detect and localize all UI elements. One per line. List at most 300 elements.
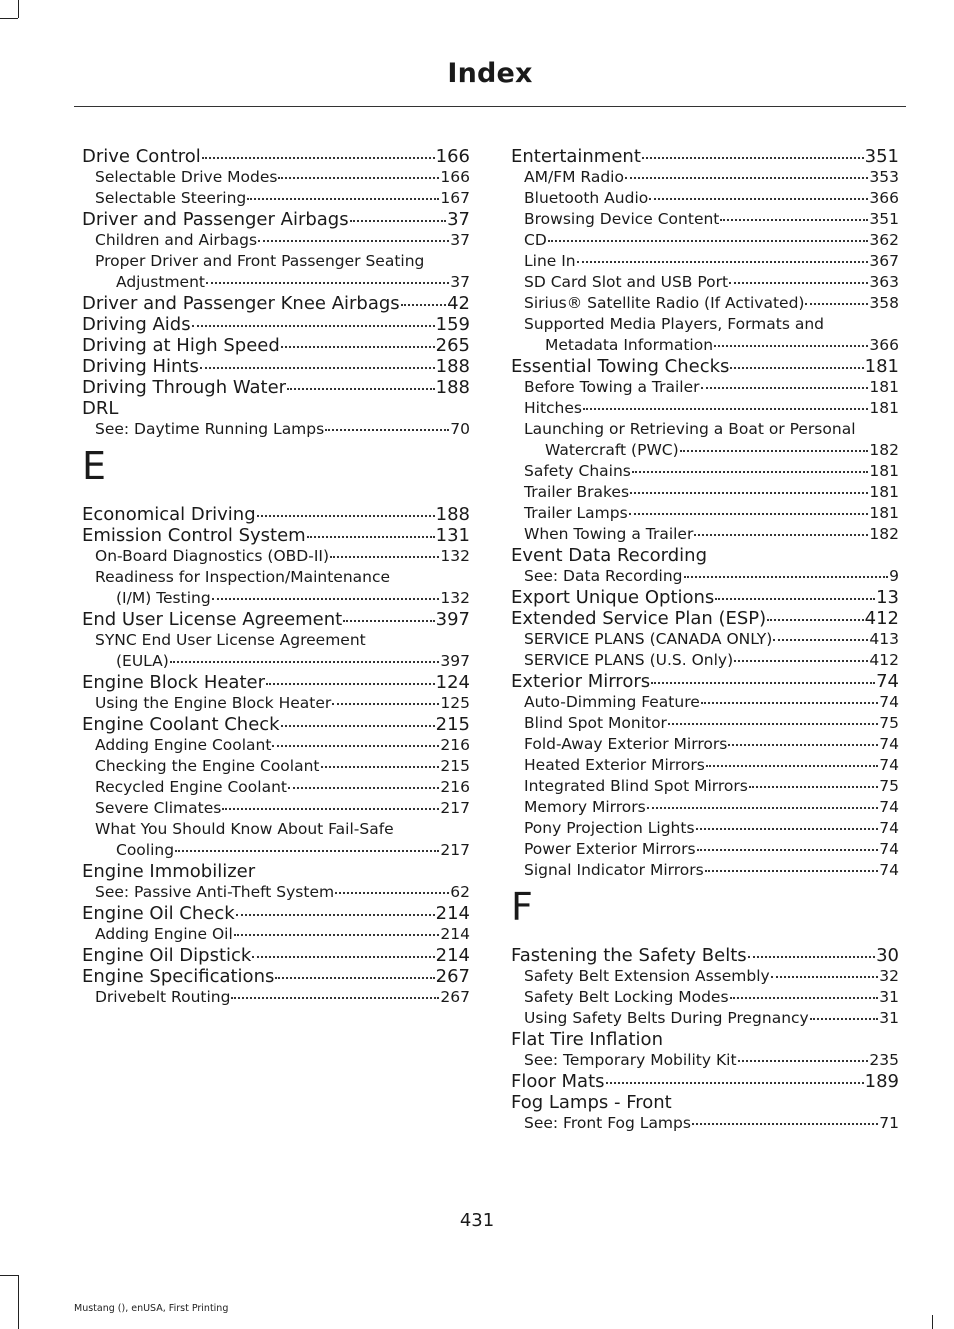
index-subheading: Supported Media Players, Formats and (524, 315, 825, 333)
entry-page-number: 353 (869, 168, 899, 186)
entry-label: Driver and Passenger Knee Airbags (82, 293, 400, 314)
entry-page-number: 367 (869, 252, 899, 270)
entry-page-number: 267 (435, 966, 470, 987)
index-subentry[interactable] (511, 293, 899, 314)
entry-label: Driving Through Water (82, 377, 287, 398)
dot-leader (728, 744, 878, 746)
index-subentry[interactable] (82, 882, 470, 903)
entry-page-number: 181 (869, 504, 899, 522)
index-subentry[interactable] (511, 167, 899, 188)
index-subentry[interactable] (82, 419, 470, 440)
entry-page-number: 412 (869, 651, 899, 669)
dot-leader (281, 346, 435, 348)
index-subentry[interactable] (82, 693, 470, 714)
page-title: Index (447, 58, 533, 89)
entry-page-number: 358 (869, 294, 899, 312)
index-subentry[interactable] (82, 798, 470, 819)
entry-label: Memory Mirrors (524, 798, 646, 816)
entry-label: Heated Exterior Mirrors (524, 756, 705, 774)
index-subentry[interactable] (511, 966, 899, 987)
entry-page-number: 366 (869, 189, 899, 207)
dot-leader (680, 450, 869, 452)
dot-leader (715, 598, 875, 600)
entry-page-number: 32 (879, 967, 899, 985)
entry-label: Watercraft (PWC) (545, 441, 679, 459)
entry-page-number: 397 (440, 652, 470, 670)
index-subentry[interactable] (511, 755, 899, 776)
dot-leader (278, 177, 439, 179)
index-entry[interactable] (82, 209, 470, 230)
index-subentry[interactable] (511, 1008, 899, 1029)
dot-leader (332, 703, 439, 705)
dot-leader (200, 367, 435, 369)
entry-page-number: 9 (889, 567, 899, 585)
index-subheading: What You Should Know About Fail-Safe (95, 820, 394, 838)
entry-label: Children and Airbags (95, 231, 258, 249)
dot-leader (701, 387, 869, 389)
dot-leader (222, 808, 439, 810)
index-subentry[interactable] (82, 924, 470, 945)
dot-leader (647, 807, 879, 809)
entry-page-number: 217 (440, 841, 470, 859)
index-subentry[interactable] (82, 546, 470, 567)
entry-label: Fold-Away Exterior Mirrors (524, 735, 728, 753)
entry-page-number: 74 (879, 819, 899, 837)
entry-label: Auto-Dimming Feature (524, 693, 700, 711)
entry-label: Driving Aids (82, 314, 191, 335)
entry-label: Sirius® Satellite Radio (If Activated) (524, 294, 805, 312)
index-entry[interactable] (511, 608, 899, 629)
index-entry[interactable] (82, 903, 470, 924)
index-subentry[interactable] (82, 735, 470, 756)
dot-leader (749, 786, 878, 788)
entry-page-number: 71 (879, 1114, 899, 1132)
entry-page-number: 235 (869, 1051, 899, 1069)
index-entry[interactable] (82, 609, 470, 630)
index-subentry[interactable] (82, 188, 470, 209)
entry-label: Export Unique Options (511, 587, 715, 608)
index-subentry[interactable] (511, 440, 899, 461)
entry-page-number: 216 (440, 736, 470, 754)
dot-leader (335, 892, 449, 894)
entry-page-number: 214 (435, 903, 470, 924)
entry-label: On-Board Diagnostics (OBD-II) (95, 547, 330, 565)
entry-label: SERVICE PLANS (U.S. Only) (524, 651, 734, 669)
entry-label: AM/FM Radio (524, 168, 624, 186)
index-column-right (511, 146, 899, 1134)
dot-leader (192, 325, 435, 327)
entry-label: Signal Indicator Mirrors (524, 861, 704, 879)
dot-leader (583, 408, 868, 410)
index-subentry[interactable] (82, 987, 470, 1008)
title-rule (74, 106, 906, 107)
entry-label: (I/M) Testing (116, 589, 211, 607)
entry-label: Checking the Engine Coolant (95, 757, 320, 775)
entry-page-number: 215 (440, 757, 470, 775)
entry-label: Metadata Information (545, 336, 714, 354)
entry-page-number: 70 (450, 420, 470, 438)
entry-label: Selectable Steering (95, 189, 247, 207)
index-subentry[interactable] (511, 987, 899, 1008)
entry-page-number: 181 (869, 399, 899, 417)
index-heading: Fog Lamps - Front (511, 1092, 672, 1113)
entry-page-number: 37 (447, 209, 470, 230)
entry-label: SD Card Slot and USB Port (524, 273, 729, 291)
entry-label: Engine Coolant Check (82, 714, 280, 735)
index-entry[interactable] (511, 945, 899, 966)
entry-label: Using Safety Belts During Pregnancy (524, 1009, 809, 1027)
entry-page-number: 214 (435, 945, 470, 966)
index-entry[interactable] (82, 966, 470, 987)
crop-mark (18, 1275, 19, 1329)
entry-label: Recycled Engine Coolant (95, 778, 287, 796)
entry-label: See: Temporary Mobility Kit (524, 1051, 737, 1069)
dot-leader (343, 620, 434, 622)
entry-label: Safety Belt Extension Assembly (524, 967, 770, 985)
entry-page-number: 30 (876, 945, 899, 966)
index-subentry[interactable] (511, 1050, 899, 1071)
index-subentry[interactable] (511, 650, 899, 671)
dot-leader (730, 997, 879, 999)
entry-label: Driving Hints (82, 356, 199, 377)
dot-leader (350, 220, 446, 222)
entry-label: Engine Block Heater (82, 672, 265, 693)
entry-label: End User License Agreement (82, 609, 343, 630)
entry-label: Hitches (524, 399, 582, 417)
entry-label: Safety Belt Locking Modes (524, 988, 729, 1006)
dot-leader (202, 157, 435, 159)
entry-page-number: 362 (869, 231, 899, 249)
dot-leader (548, 240, 869, 242)
entry-label: Floor Mats (511, 1071, 605, 1092)
index-subentry[interactable] (511, 251, 899, 272)
entry-page-number: 74 (879, 798, 899, 816)
crop-mark (932, 1315, 933, 1329)
entry-label: Blind Spot Monitor (524, 714, 667, 732)
index-entry[interactable] (82, 525, 470, 546)
entry-page-number: 74 (879, 840, 899, 858)
entry-page-number: 366 (869, 336, 899, 354)
entry-page-number: 37 (450, 231, 470, 249)
entry-label: Extended Service Plan (ESP) (511, 608, 767, 629)
entry-label: (EULA) (116, 652, 169, 670)
entry-page-number: 74 (879, 756, 899, 774)
entry-page-number: 74 (879, 735, 899, 753)
entry-page-number: 181 (869, 462, 899, 480)
entry-page-number: 31 (879, 1009, 899, 1027)
entry-label: Driver and Passenger Airbags (82, 209, 349, 230)
entry-label: CD (524, 231, 547, 249)
dot-leader (748, 956, 875, 958)
entry-label: When Towing a Trailer (524, 525, 694, 543)
entry-label: Drivebelt Routing (95, 988, 231, 1006)
entry-label: Integrated Blind Spot Mirrors (524, 777, 748, 795)
index-subheading: Readiness for Inspection/Maintenance (95, 568, 391, 586)
entry-page-number: 181 (869, 378, 899, 396)
dot-leader (247, 198, 439, 200)
index-subentry[interactable] (511, 797, 899, 818)
index-subentry[interactable] (511, 230, 899, 251)
footer-text: Mustang (), enUSA, First Printing (74, 1303, 229, 1314)
index-heading: Flat Tire Inflation (511, 1029, 663, 1050)
entry-page-number: 132 (440, 589, 470, 607)
entry-page-number: 189 (864, 1071, 899, 1092)
index-entry[interactable] (511, 587, 899, 608)
entry-page-number: 182 (869, 525, 899, 543)
dot-leader (236, 914, 435, 916)
entry-label: Engine Specifications (82, 966, 275, 987)
dot-leader (231, 997, 439, 999)
dot-leader (625, 177, 868, 179)
entry-label: SERVICE PLANS (CANADA ONLY) (524, 630, 773, 648)
entry-page-number: 75 (879, 714, 899, 732)
dot-leader (771, 976, 879, 978)
dot-leader (258, 240, 449, 242)
index-subentry[interactable] (511, 524, 899, 545)
index-subentry[interactable] (511, 776, 899, 797)
index-subentry[interactable] (511, 209, 899, 230)
dot-leader (275, 977, 434, 979)
index-subentry[interactable] (511, 503, 899, 524)
entry-page-number: 62 (450, 883, 470, 901)
entry-page-number: 31 (879, 988, 899, 1006)
entry-page-number: 166 (435, 146, 470, 167)
index-entry[interactable] (511, 356, 899, 377)
index-subentry[interactable] (82, 840, 470, 861)
dot-leader (170, 661, 440, 663)
entry-label: Line In (524, 252, 576, 270)
dot-leader (175, 850, 439, 852)
entry-page-number: 215 (435, 714, 470, 735)
entry-page-number: 182 (869, 441, 899, 459)
dot-leader (649, 198, 868, 200)
dot-leader (692, 1123, 878, 1125)
dot-leader (257, 515, 435, 517)
dot-leader (287, 388, 435, 390)
entry-page-number: 132 (440, 547, 470, 565)
entry-label: Fastening the Safety Belts (511, 945, 747, 966)
entry-label: Adding Engine Oil (95, 925, 233, 943)
dot-leader (629, 513, 869, 515)
index-subentry[interactable] (511, 734, 899, 755)
index-subheading: Launching or Retrieving a Boat or Personal (524, 420, 856, 438)
entry-label: Selectable Drive Modes (95, 168, 278, 186)
entry-page-number: 265 (435, 335, 470, 356)
entry-page-number: 131 (435, 525, 470, 546)
index-heading: Event Data Recording (511, 545, 708, 566)
index-subentry[interactable] (82, 756, 470, 777)
entry-page-number: 181 (864, 356, 899, 377)
index-entry[interactable] (511, 1071, 899, 1092)
dot-leader (696, 828, 879, 830)
dot-leader (330, 556, 439, 558)
index-subentry[interactable] (511, 1113, 899, 1134)
entry-page-number: 188 (435, 356, 470, 377)
index-subentry[interactable] (511, 272, 899, 293)
entry-label: Driving at High Speed (82, 335, 280, 356)
entry-label: Adjustment (116, 273, 205, 291)
index-subentry[interactable] (511, 461, 899, 482)
dot-leader (767, 619, 863, 621)
entry-label: Exterior Mirrors (511, 671, 651, 692)
entry-page-number: 74 (879, 861, 899, 879)
index-subentry[interactable] (511, 818, 899, 839)
entry-page-number: 159 (435, 314, 470, 335)
entry-page-number: 167 (440, 189, 470, 207)
index-subentry[interactable] (82, 230, 470, 251)
dot-leader (805, 303, 868, 305)
dot-leader (810, 1018, 879, 1020)
entry-label: Entertainment (511, 146, 641, 167)
dot-leader (738, 1060, 869, 1062)
entry-page-number: 37 (450, 273, 470, 291)
dot-leader (651, 682, 875, 684)
dot-leader (668, 723, 878, 725)
dot-leader (730, 367, 863, 369)
entry-label: Before Towing a Trailer (524, 378, 700, 396)
index-subentry[interactable] (82, 167, 470, 188)
index-subentry[interactable] (511, 692, 899, 713)
entry-label: Trailer Brakes (524, 483, 630, 501)
entry-page-number: 412 (864, 608, 899, 629)
entry-label: See: Data Recording (524, 567, 683, 585)
dot-leader (206, 282, 449, 284)
entry-page-number: 75 (879, 777, 899, 795)
index-subentry[interactable] (82, 777, 470, 798)
dot-leader (266, 683, 435, 685)
dot-leader (577, 261, 869, 263)
index-entry[interactable] (82, 146, 470, 167)
entry-label: Trailer Lamps (524, 504, 628, 522)
entry-label: Cooling (116, 841, 175, 859)
entry-page-number: 351 (869, 210, 899, 228)
entry-label: Safety Chains (524, 462, 631, 480)
entry-page-number: 397 (435, 609, 470, 630)
dot-leader (729, 282, 868, 284)
index-heading: Engine Immobilizer (82, 861, 256, 882)
index-subentry[interactable] (82, 651, 470, 672)
dot-leader (307, 536, 435, 538)
dot-leader (714, 345, 868, 347)
dot-leader (272, 745, 439, 747)
dot-leader (288, 787, 439, 789)
entry-page-number: 166 (440, 168, 470, 186)
index-entry[interactable] (82, 945, 470, 966)
index-entry[interactable] (82, 672, 470, 693)
dot-leader (706, 765, 878, 767)
index-subentry[interactable] (511, 860, 899, 881)
index-subentry[interactable] (511, 377, 899, 398)
dot-leader (734, 660, 868, 662)
entry-label: Adding Engine Coolant (95, 736, 272, 754)
entry-page-number: 125 (440, 694, 470, 712)
entry-page-number: 267 (440, 988, 470, 1006)
index-subentry[interactable] (82, 588, 470, 609)
index-entry[interactable] (82, 714, 470, 735)
dot-leader (773, 639, 868, 641)
entry-label: Essential Towing Checks (511, 356, 730, 377)
dot-leader (212, 598, 440, 600)
dot-leader (325, 429, 449, 431)
entry-page-number: 74 (876, 671, 899, 692)
index-subheading: Proper Driver and Front Passenger Seating (95, 252, 425, 270)
entry-page-number: 124 (435, 672, 470, 693)
crop-mark (0, 18, 18, 19)
entry-label: Economical Driving (82, 504, 256, 525)
dot-leader (720, 219, 868, 221)
index-subentry[interactable] (511, 335, 899, 356)
entry-label: Using the Engine Block Heater (95, 694, 332, 712)
index-subentry[interactable] (511, 398, 899, 419)
entry-label: Engine Oil Dipstick (82, 945, 252, 966)
entry-page-number: 13 (876, 587, 899, 608)
entry-label: See: Passive Anti-Theft System (95, 883, 335, 901)
entry-label: Drive Control (82, 146, 201, 167)
dot-leader (321, 766, 440, 768)
index-entry[interactable] (82, 293, 470, 314)
entry-label: Emission Control System (82, 525, 306, 546)
dot-leader (630, 492, 868, 494)
entry-page-number: 413 (869, 630, 899, 648)
index-entry[interactable] (82, 504, 470, 525)
entry-label: Browsing Device Content (524, 210, 720, 228)
crop-mark (18, 0, 19, 18)
index-entry[interactable] (82, 314, 470, 335)
entry-page-number: 214 (440, 925, 470, 943)
dot-leader (401, 304, 446, 306)
dot-leader (281, 725, 435, 727)
dot-leader (252, 956, 434, 958)
index-subentry[interactable] (511, 188, 899, 209)
entry-page-number: 42 (447, 293, 470, 314)
dot-leader (642, 157, 864, 159)
dot-leader (701, 702, 878, 704)
entry-label: Engine Oil Check (82, 903, 235, 924)
index-entry[interactable] (82, 377, 470, 398)
entry-label: Severe Climates (95, 799, 222, 817)
entry-label: Power Exterior Mirrors (524, 840, 696, 858)
entry-page-number: 74 (879, 693, 899, 711)
index-subentry[interactable] (511, 482, 899, 503)
entry-page-number: 363 (869, 273, 899, 291)
index-column-left (82, 146, 470, 1008)
index-entry[interactable] (82, 356, 470, 377)
index-subentry[interactable] (511, 629, 899, 650)
index-subentry[interactable] (511, 713, 899, 734)
index-entry[interactable] (511, 671, 899, 692)
index-entry[interactable] (82, 335, 470, 356)
dot-leader (606, 1082, 864, 1084)
dot-leader (632, 471, 869, 473)
index-entry[interactable] (511, 146, 899, 167)
index-subentry[interactable] (511, 566, 899, 587)
entry-page-number: 181 (869, 483, 899, 501)
entry-label: See: Daytime Running Lamps (95, 420, 325, 438)
crop-mark (0, 1275, 18, 1276)
index-subentry[interactable] (511, 839, 899, 860)
entry-page-number: 217 (440, 799, 470, 817)
index-heading: DRL (82, 398, 119, 419)
dot-leader (697, 849, 879, 851)
dot-leader (684, 576, 889, 578)
dot-leader (694, 534, 868, 536)
entry-label: Pony Projection Lights (524, 819, 695, 837)
dot-leader (234, 934, 440, 936)
section-letter: F (511, 885, 533, 929)
entry-page-number: 188 (435, 504, 470, 525)
index-subentry[interactable] (82, 272, 470, 293)
section-letter: E (82, 444, 107, 488)
